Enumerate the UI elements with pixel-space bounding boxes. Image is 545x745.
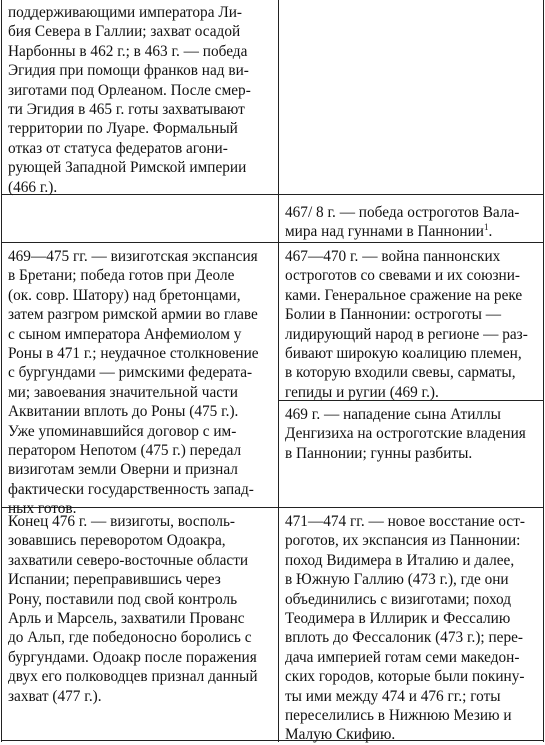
text-line: Роны в 471 г.; неудачное столкновение <box>8 344 259 362</box>
text-line: (ок. совр. Шатору) над бретонцами, <box>8 286 241 304</box>
text-line: захватили северо-восточные области <box>8 551 249 569</box>
text-line: до Альп, где победоносно боролись с <box>8 629 252 647</box>
text-line: Нарбонны в 462 г.; в 463 г. — победа <box>8 42 248 60</box>
text-line: Денгизиха на остроготские владения <box>285 425 526 443</box>
text-line: бургундами. Одоакр после поражения <box>8 648 257 666</box>
text-line: 467—470 г. — война паннонских <box>285 248 501 265</box>
text-line: в Южную Галлию (473 г.), где они <box>285 571 509 589</box>
period: . <box>488 223 493 241</box>
text-line: фактически государственность запад- <box>8 480 254 498</box>
text-line: в Бретани; победа готов при Деоле <box>8 267 235 285</box>
text-line <box>285 222 537 241</box>
text-line: остроготов со свевами и их союзни- <box>285 267 521 285</box>
text-line: поход Видимера в Италию и далее, <box>285 551 515 569</box>
text-line: Испании; переправившись через <box>8 571 221 589</box>
text-line: с бургундами — римскими федерата- <box>8 364 253 382</box>
text-line: 469 г. — нападение сына Атиллы <box>285 406 501 423</box>
cell-ostrogoths-467-470 <box>279 244 543 402</box>
text-line: отказ от статуса федератов агони- <box>8 139 228 157</box>
text-line: затем разгром римской армии во главе <box>8 306 258 324</box>
cell-ostrogoths-467 <box>279 200 543 242</box>
text-line: рующей Западной Римской империи <box>8 159 247 177</box>
text-line: Болии в Паннонии: остроготы — <box>285 306 502 324</box>
row-divider <box>1 242 544 243</box>
text-line: захват (477 г.). <box>8 687 102 705</box>
text-line: Конец 476 г. — визиготы, восполь- <box>8 513 236 530</box>
text-line: ных готов. <box>8 500 77 518</box>
right-border <box>543 0 544 742</box>
cell-visigoths-462 <box>2 0 278 197</box>
text-line: ператором Непотом (475 г.) передал <box>8 441 242 459</box>
footnote-marker: 1 <box>483 222 489 233</box>
text-line: лидирующий народ в регионе — раз- <box>285 325 528 343</box>
text-line: вплоть до Фессалоник (473 г.); пере- <box>285 629 523 647</box>
text-line: зовавшись переворотом Одоакра, <box>8 532 226 550</box>
text-line: Аквитании вплоть до Роны (475 г.). <box>8 403 239 421</box>
text-line: Рону, поставили под свой контроль <box>8 590 238 608</box>
text-line: ских городов, которые были покину- <box>285 668 525 686</box>
text-line: визиготам земли Оверни и признал <box>8 461 238 479</box>
text-line: ми; завоевания значительной части <box>8 383 238 401</box>
text-line: ти Эгидия в 465 г. готы захватывают <box>8 100 245 118</box>
text-line: Теодимера в Иллирик и Фессалию <box>285 609 511 627</box>
text-line: роготов, их экспансия из Паннонии: <box>285 532 521 550</box>
text-line: ками. Генеральное сражение на реке <box>285 286 523 304</box>
text-line: дача империей готам семи македон- <box>285 648 520 666</box>
text-line: бивают широкую коалицию племен, <box>285 344 522 362</box>
text-line: объединились с визиготами; поход <box>285 590 512 608</box>
text-line: 471—474 гг. — новое восстание ост- <box>285 513 525 530</box>
cell-ostrogoths-471-474 <box>279 509 543 745</box>
cell-visigoths-476 <box>2 509 278 706</box>
text-segment: мира над гуннами в Паннонии <box>285 223 484 241</box>
text-line: двух его полководцев признал данный <box>8 668 258 686</box>
text-line: ты ими между 474 и 476 гг.; готы <box>285 687 501 705</box>
text-line: в Паннонии; гунны разбиты. <box>285 444 473 462</box>
text-line: поддерживающими императора Ли- <box>8 4 242 21</box>
cell-visigoths-469 <box>2 244 278 518</box>
text-line: 469—475 гг. — визиготская экспансия <box>8 248 258 265</box>
text-line: гепиды и ругии (469 г.). <box>285 383 439 401</box>
text-line: зиготами под Орлеаном. После смер- <box>8 81 251 99</box>
text-line: с сыном императора Анфемиолом у <box>8 325 242 343</box>
text-line: 467/ 8 г. — победа остроготов Вала- <box>285 204 520 221</box>
text-line: Малую Скифию. <box>285 726 396 744</box>
text-line: Арль и Марсель, захватили Прованс <box>8 609 245 627</box>
text-line: переселились в Нижнюю Мезию и <box>285 706 512 724</box>
text-line: Уже упоминавшийся договор с им- <box>8 422 237 440</box>
cell-empty <box>279 0 543 3</box>
text-line: Эгидия при помощи франков над ви- <box>8 62 249 80</box>
text-line: бия Севера в Галлии; захват осадой <box>8 23 241 41</box>
cell-attila-son-469 <box>279 402 543 463</box>
text-line: в которую входили свевы, сарматы, <box>285 364 516 382</box>
cell-empty <box>2 195 278 198</box>
text-line: территории по Луаре. Формальный <box>8 120 238 138</box>
text-line: (466 г.). <box>8 178 58 196</box>
